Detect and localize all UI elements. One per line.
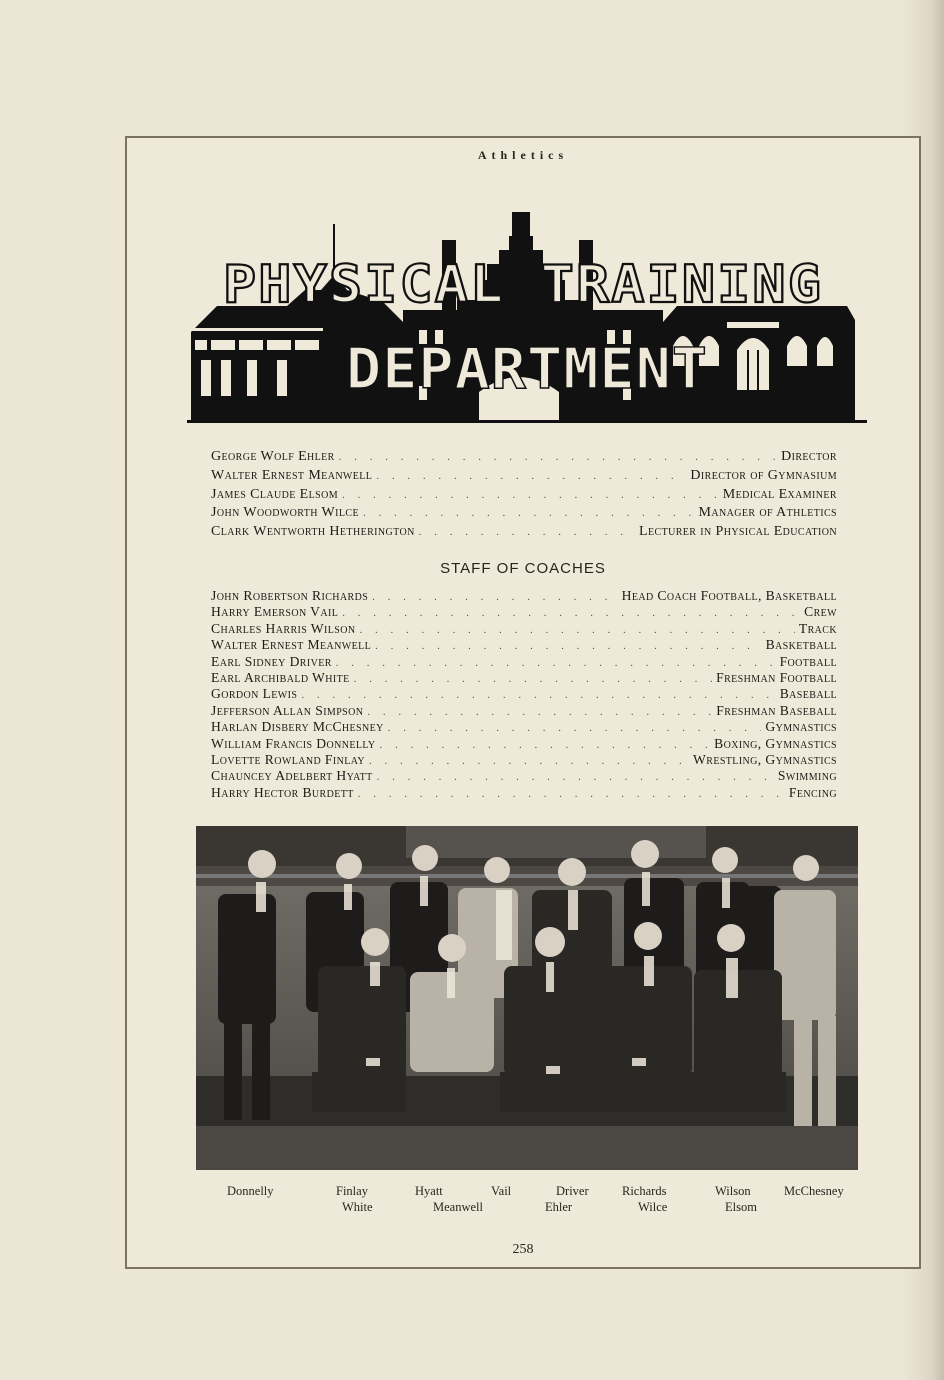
coach-name: Harry Emerson Vail: [211, 604, 339, 620]
coach-role: Boxing, Gymnastics: [714, 735, 837, 751]
coach-name: Jefferson Allan Simpson: [211, 702, 364, 718]
coach-role: Crew: [804, 604, 837, 620]
page-frame: [125, 136, 921, 1269]
officer-row: [211, 468, 837, 487]
coach-name: Chauncey Adelbert Hyatt: [211, 768, 373, 784]
officer-role: Director of Gymnasium: [690, 467, 837, 483]
coach-role: Football: [779, 653, 837, 669]
leader-dots: [359, 624, 794, 636]
officer-row: [211, 505, 837, 524]
coach-row: [211, 670, 837, 686]
coach-name: Gordon Lewis: [211, 686, 298, 702]
officer-row: [211, 524, 837, 543]
coach-row: [211, 621, 837, 637]
banner-title-line1: PHYSICAL TRAINING: [223, 255, 823, 315]
coach-role: Gymnastics: [765, 719, 837, 735]
leader-dots: [369, 755, 689, 767]
department-officers-list: [211, 449, 837, 543]
caption-front-row-name: Wilce: [638, 1200, 668, 1214]
caption-back-row-name: McChesney: [784, 1184, 844, 1198]
coach-row: [211, 654, 837, 670]
leader-dots: [342, 607, 800, 619]
caption-back-row-name: Richards: [622, 1184, 667, 1198]
coach-role: Freshman Football: [716, 669, 837, 685]
caption-back-row-name: Hyatt: [415, 1184, 443, 1198]
coach-row: [211, 785, 837, 801]
officer-row: [211, 449, 837, 468]
caption-back-row-name: Driver: [556, 1184, 589, 1198]
caption-back-row-name: Wilson: [715, 1184, 751, 1198]
officer-role: Medical Examiner: [722, 486, 837, 502]
officer-role: Lecturer in Physical Education: [639, 524, 837, 540]
coach-row: [211, 768, 837, 784]
officer-name: James Claude Elsom: [211, 486, 338, 502]
coach-row: [211, 588, 837, 604]
coach-row: [211, 719, 837, 735]
caption-back-row-name: Finlay: [336, 1184, 368, 1198]
leader-dots: [377, 771, 774, 783]
section-header: Athletics: [477, 148, 569, 162]
officer-name: George Wolf Ehler: [211, 449, 335, 464]
coach-name: John Robertson Richards: [211, 588, 369, 603]
coach-row: [211, 752, 837, 768]
coaches-list: [211, 588, 837, 801]
leader-dots: [367, 706, 712, 718]
caption-front-row-name: Elsom: [725, 1200, 757, 1214]
coaches-heading: STAFF OF COACHES: [440, 560, 606, 577]
coach-row: [211, 637, 837, 653]
caption-back-row-name: Donnelly: [227, 1184, 274, 1198]
officer-name: John Woodworth Wilce: [211, 505, 359, 521]
coach-row: [211, 604, 837, 620]
coach-role: Basketball: [765, 637, 837, 653]
caption-front-row-name: White: [342, 1200, 373, 1214]
coach-name: Walter Ernest Meanwell: [211, 637, 372, 653]
leader-dots: [342, 489, 719, 501]
banner-title-line2: DEPARTMENT: [346, 337, 708, 402]
officer-role: Director: [781, 449, 837, 464]
caption-back-row-name: Vail: [491, 1184, 512, 1198]
coach-row: [211, 703, 837, 719]
leader-dots: [363, 507, 695, 519]
coach-role: Head Coach Football, Basketball: [621, 588, 837, 603]
page-number: 258: [512, 1242, 534, 1257]
coach-name: Harlan Disbery McChesney: [211, 719, 384, 735]
coach-name: Charles Harris Wilson: [211, 620, 356, 636]
coach-role: Baseball: [779, 686, 837, 702]
coach-role: Wrestling, Gymnastics: [693, 751, 837, 767]
coach-row: [211, 736, 837, 752]
leader-dots: [379, 739, 710, 751]
coach-name: William Francis Donnelly: [211, 735, 376, 751]
leader-dots: [376, 470, 686, 482]
group-photo-image: [196, 826, 858, 1170]
coach-name: Earl Archibald White: [211, 669, 350, 685]
leader-dots: [388, 722, 762, 734]
banner-lettering: [187, 210, 867, 426]
officer-row: [211, 487, 837, 506]
officer-name: Clark Wentworth Hetherington: [211, 524, 415, 540]
officer-role: Manager of Athletics: [698, 505, 837, 521]
coach-name: Lovette Rowland Finlay: [211, 751, 366, 767]
coach-role: Freshman Baseball: [716, 702, 837, 718]
coach-role: Swimming: [777, 768, 837, 784]
artist-signature: P.AKHAUSS '13: [790, 400, 849, 408]
group-photograph: [196, 826, 858, 1170]
leader-dots: [354, 673, 712, 685]
caption-front-row-name: Ehler: [545, 1200, 573, 1214]
coach-name: Harry Hector Burdett: [211, 784, 354, 800]
leader-dots: [301, 689, 775, 701]
leader-dots: [358, 788, 785, 800]
leader-dots: [372, 591, 617, 603]
leader-dots: [336, 657, 776, 669]
coach-row: [211, 686, 837, 702]
coach-role: Fencing: [788, 784, 837, 800]
department-banner: [187, 210, 867, 426]
leader-dots: [419, 526, 635, 538]
coach-name: Earl Sidney Driver: [211, 653, 332, 669]
caption-front-row-name: Meanwell: [433, 1200, 483, 1214]
coach-role: Track: [798, 620, 837, 636]
officer-name: Walter Ernest Meanwell: [211, 467, 373, 483]
leader-dots: [339, 451, 777, 463]
leader-dots: [375, 640, 761, 652]
